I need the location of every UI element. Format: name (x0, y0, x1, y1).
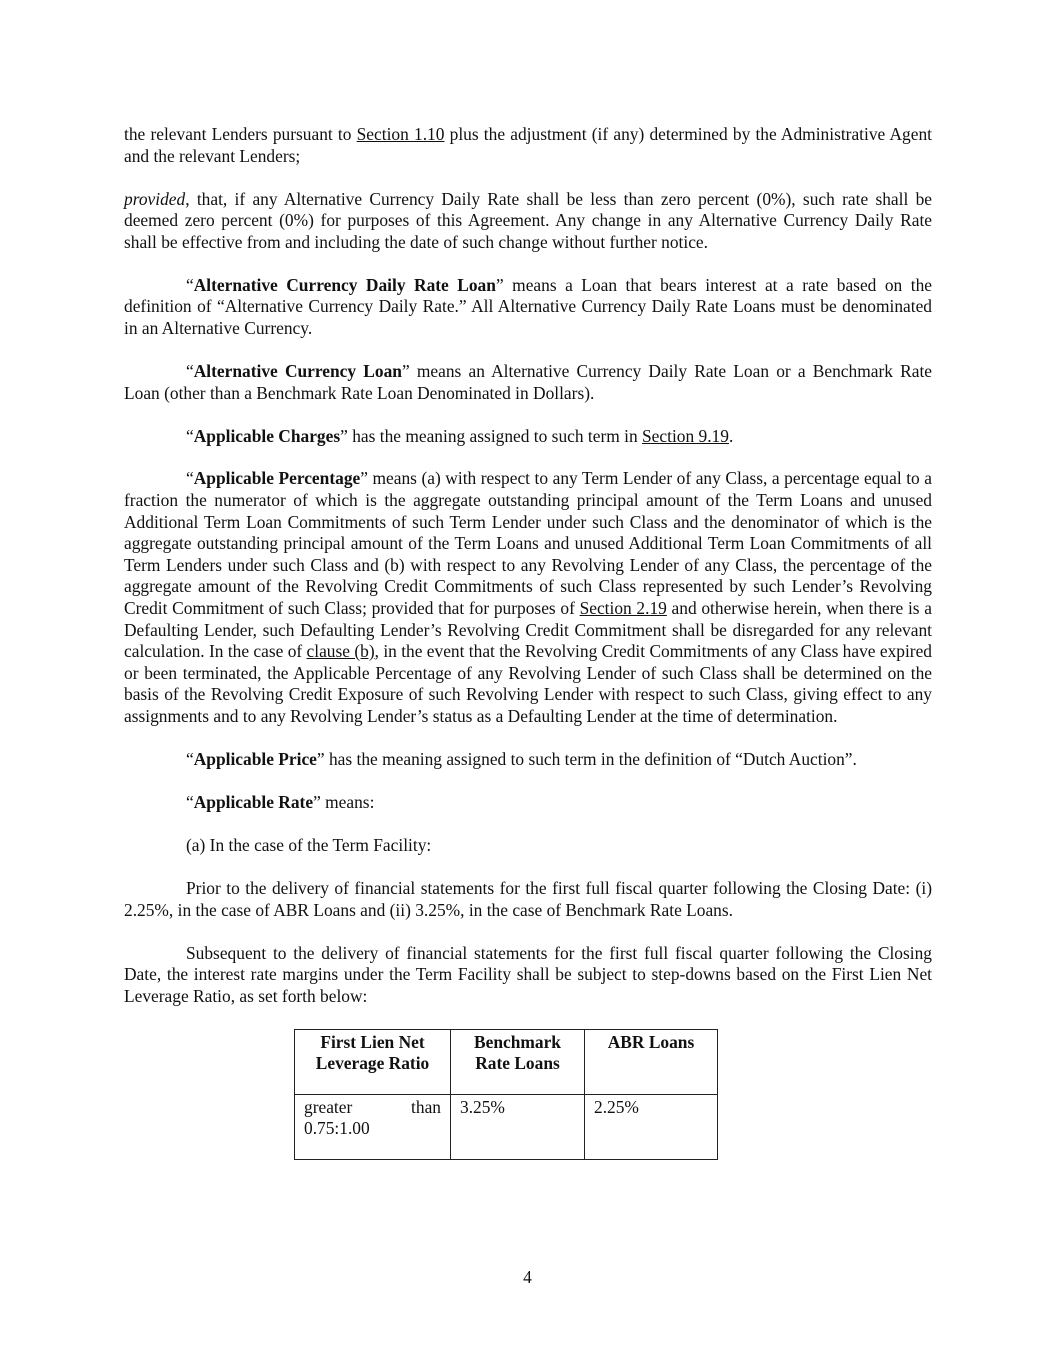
definition-alt-currency-daily-rate-loan: “Alternative Currency Daily Rate Loan” means a Loan that bears interest at a rate based on the definition of “Alternative Currency Daily Rate.” All Alternative Currency Daily Rate Loans must be denominated in an Alternative Currency. (124, 274, 932, 338)
header-first-lien-net-leverage-ratio: First Lien Net Leverage Ratio (295, 1029, 451, 1094)
page-number: 4 (523, 1267, 532, 1287)
section-link[interactable]: Section 9.19 (642, 425, 729, 446)
proviso-paragraph: provided, that, if any Alternative Currency Daily Rate shall be less than zero percent (0%), such rate shall be deemed zero percent (0%) for purposes of this Agreement. Any change in any Alternative Currency Daily Rate shall be effective from and including the date of such change without further notice. (124, 188, 932, 252)
cell-ratio: greater than 0.75:1.00 (295, 1094, 451, 1159)
cell-abr-rate: 2.25% (585, 1094, 718, 1159)
section-link[interactable]: Section 2.19 (579, 598, 667, 619)
document-body (124, 124, 932, 1160)
term-facility-heading: (a) In the case of the Term Facility: (186, 834, 432, 855)
defined-term: Applicable Charges (193, 425, 341, 446)
subsequent-paragraph: Subsequent to the delivery of financial statements for the first full fiscal quarter following the Closing Date, the interest rate margins under the Term Facility shall be subject to step-downs based on the First Lien Net Leverage Ratio, as set forth below: (124, 942, 932, 1006)
defined-term: Applicable Price (193, 749, 317, 769)
table-header-row (295, 1029, 718, 1094)
defined-term: Alternative Currency Daily Rate Loan (193, 274, 496, 295)
leverage-ratio-table (294, 1029, 718, 1160)
section-link[interactable]: Section 1.10 (356, 124, 445, 144)
defined-term: Applicable Percentage (193, 468, 361, 489)
table-row (295, 1094, 718, 1159)
intro-paragraph: the relevant Lenders pursuant to Section 1.10 plus the adjustment (if any) determined by the Administrative Agent and the relevant Lenders; (124, 124, 932, 166)
definition-alt-currency-loan: “Alternative Currency Loan” means an Alternative Currency Daily Rate Loan or a Benchmark Rate Loan (other than a Benchmark Rate Loan Denominated in Dollars). (124, 360, 932, 403)
definition-applicable-charges: “Applicable Charges” has the meaning assigned to such term in Section 9.19. (186, 425, 734, 446)
definition-applicable-percentage: “Applicable Percentage” means (a) with respect to any Term Lender of any Class, a percentage equal to a fraction the numerator of which is the aggregate outstanding principal amount of the Term Loans and unused Additional Term Loan Commitments of such Term Lender under such Class and the denominator of which is the aggregate outstanding principal amount of the Term Loans and unused Additional Term Loan Commitments of all Term Lenders under such Class and (b) with respect to any Revolving Lender of any Class, the percentage of the aggregate amount of the Revolving Credit Commitments of such Class represented by such Lender’s Revolving Credit Commitment of such Class; provided that for purposes of Section 2.19 and otherwise herein, when there is a Defaulting Lender, such Defaulting Lender’s Revolving Credit Commitment shall be disregarded for any relevant calculation. In the case of clause (b), in the event that the Revolving Credit Commitments of any Class have expired or been terminated, the Applicable Percentage of any Revolving Lender of such Class shall be determined on the basis of the Revolving Credit Exposure of such Revolving Lender with respect to such Class, giving effect to any assignments and to any Revolving Lender’s status as a Defaulting Lender at the time of determination. (124, 468, 933, 727)
definition-applicable-rate: “Applicable Rate” means: (186, 791, 375, 812)
defined-term: Alternative Currency Loan (193, 360, 402, 381)
header-benchmark-rate-loans: Benchmark Rate Loans (451, 1029, 585, 1094)
header-abr-loans: ABR Loans (585, 1029, 718, 1094)
defined-term: Applicable Rate (193, 791, 314, 812)
definition-applicable-price: “Applicable Price” has the meaning assigned to such term in the definition of “Dutch Auction”. (186, 749, 857, 769)
cell-benchmark-rate: 3.25% (451, 1094, 585, 1159)
prior-paragraph: Prior to the delivery of financial statements for the first full fiscal quarter following the Closing Date: (i) 2.25%, in the case of ABR Loans and (ii) 3.25%, in the case of Benchmark Rate Loans. (124, 877, 932, 920)
clause-link[interactable]: clause (b) (306, 641, 375, 662)
